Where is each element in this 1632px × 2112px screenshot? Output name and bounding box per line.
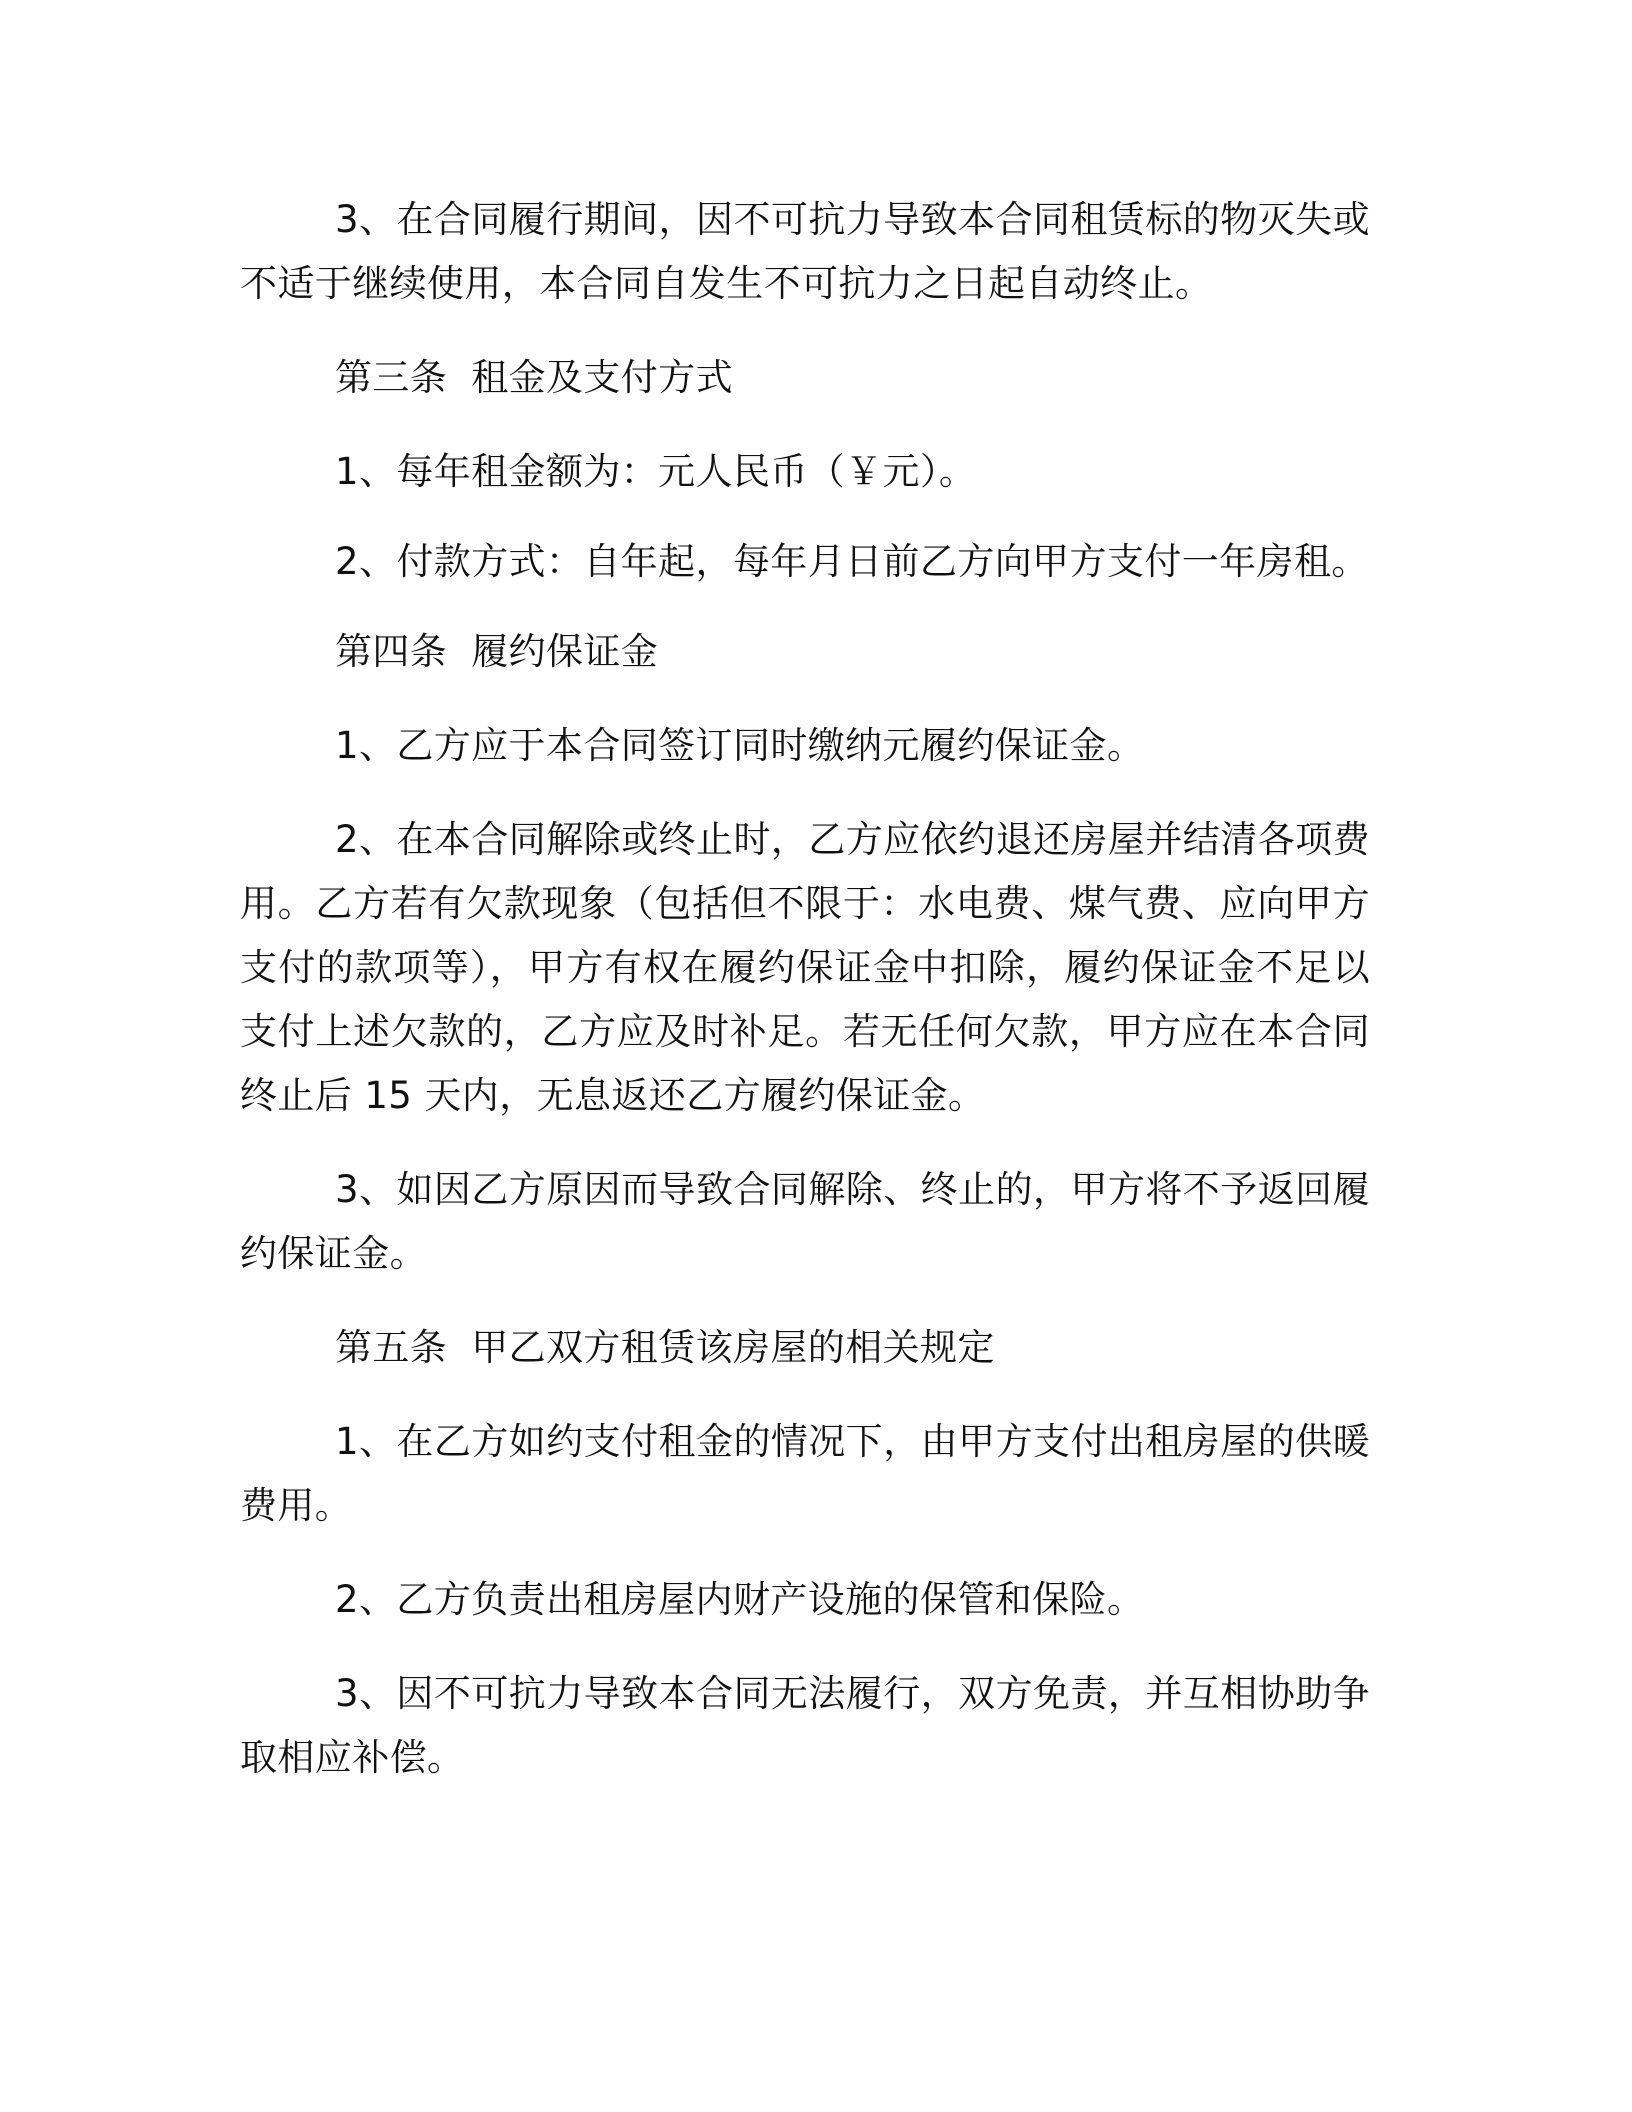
article-title: 甲乙双方租赁该房屋的相关规定 (471, 1326, 995, 1369)
paragraph-deposit-payment: 1、乙方应于本合同签订同时缴纳元履约保证金。 (335, 724, 1145, 767)
article-5-heading (240, 1316, 1370, 1380)
article-title: 履约保证金 (471, 630, 659, 673)
article-4-heading (240, 620, 1370, 684)
article-number: 第五条 (335, 1326, 448, 1369)
paragraph-property-insurance: 2、乙方负责出租房屋内财产设施的保管和保险。 (335, 1578, 1145, 1621)
paragraph-deposit-settlement: 2、在本合同解除或终止时，乙方应依约退还房屋并结清各项费用。乙方若有欠款现象（包括但不限于：水电费、煤气费、应向甲方支付的款项等），甲方有权在履约保证金中扣除，履约保证金不足以支付上述欠款的，乙方应及时补足。若无任何欠款，甲方应在本合同终止后 15 天内，无息返还乙方履约保证金。 (240, 818, 1370, 1117)
article-3-heading (240, 346, 1370, 410)
paragraph-annual-rent: 1、每年租金额为：元人民币（￥元）。 (335, 450, 977, 493)
paragraph-heating-fee: 1、在乙方如约支付租金的情况下，由甲方支付出租房屋的供暖费用。 (240, 1420, 1370, 1527)
article-number: 第三条 (335, 356, 448, 399)
paragraph-deposit-forfeit: 3、如因乙方原因而导致合同解除、终止的，甲方将不予返回履约保证金。 (240, 1168, 1370, 1275)
contract-text (240, 188, 1370, 1790)
paragraph-force-majeure-termination: 3、在合同履行期间，因不可抗力导致本合同租赁标的物灭失或不适于继续使用，本合同自发生不可抗力之日起自动终止。 (240, 198, 1370, 305)
paragraph-payment-method: 2、付款方式：自年起，每年月日前乙方向甲方支付一年房租。 (335, 540, 1369, 583)
article-title: 租金及支付方式 (471, 356, 734, 399)
paragraph-mutual-exemption: 3、因不可抗力导致本合同无法履行，双方免责，并互相协助争取相应补偿。 (240, 1672, 1370, 1779)
article-number: 第四条 (335, 630, 448, 673)
